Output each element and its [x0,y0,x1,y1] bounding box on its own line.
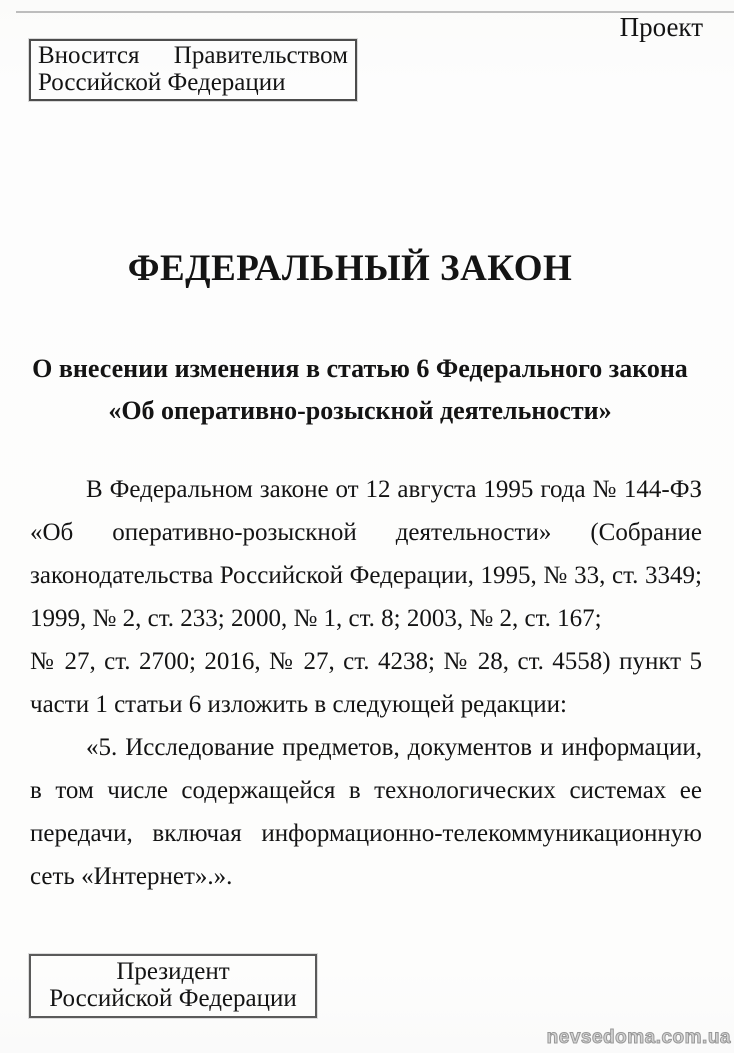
subtitle-line2: «Об оперативно-розыскной деятельности» [108,396,612,425]
body-line: «Об оперативно-розыскной деятельности» (Собрание [30,519,702,546]
body-line: законодательства Российской Федерации, 1995, № 33, ст. 3349; [30,562,702,589]
body-line: 1999, № 2, ст. 233; 2000, № 1, ст. 8; 2003, № 2, ст. 167; [30,605,602,632]
document-title: ФЕДЕРАЛЬНЫЙ ЗАКОН [127,248,573,289]
body-line: в том числе содержащейся в технологических системах ее [30,777,702,804]
body-line: передачи, включая информационно-телекоммуникационную [30,820,702,847]
body-line: № 27, ст. 2700; 2016, № 27, ст. 4238; № 28, ст. 4558) пункт 5 [30,648,702,675]
signature-box [29,954,317,1018]
subtitle-line1: О внесении изменения в статью 6 Федерального закона [32,354,688,383]
body-text [30,468,702,898]
submitted-by-box [29,39,357,101]
signature-line1: Президент [116,958,230,985]
body-line: В Федеральном законе от 12 августа 1995 года № 144-ФЗ [86,476,702,503]
document-subtitle [20,348,700,432]
body-line: сеть «Интернет».». [30,863,233,890]
signature-line2: Российской Федерации [49,985,297,1012]
body-line: «5. Исследование предметов, документов и информации, [86,734,702,761]
submitted-by-line2: Российской Федерации [38,69,286,96]
submitted-by-line1: Вносится Правительством [38,42,348,69]
body-line: части 1 статьи 6 изложить в следующей редакции: [30,691,567,718]
site-watermark: nevsedoma.com.ua [546,1027,731,1048]
draft-label: Проект [619,12,703,42]
